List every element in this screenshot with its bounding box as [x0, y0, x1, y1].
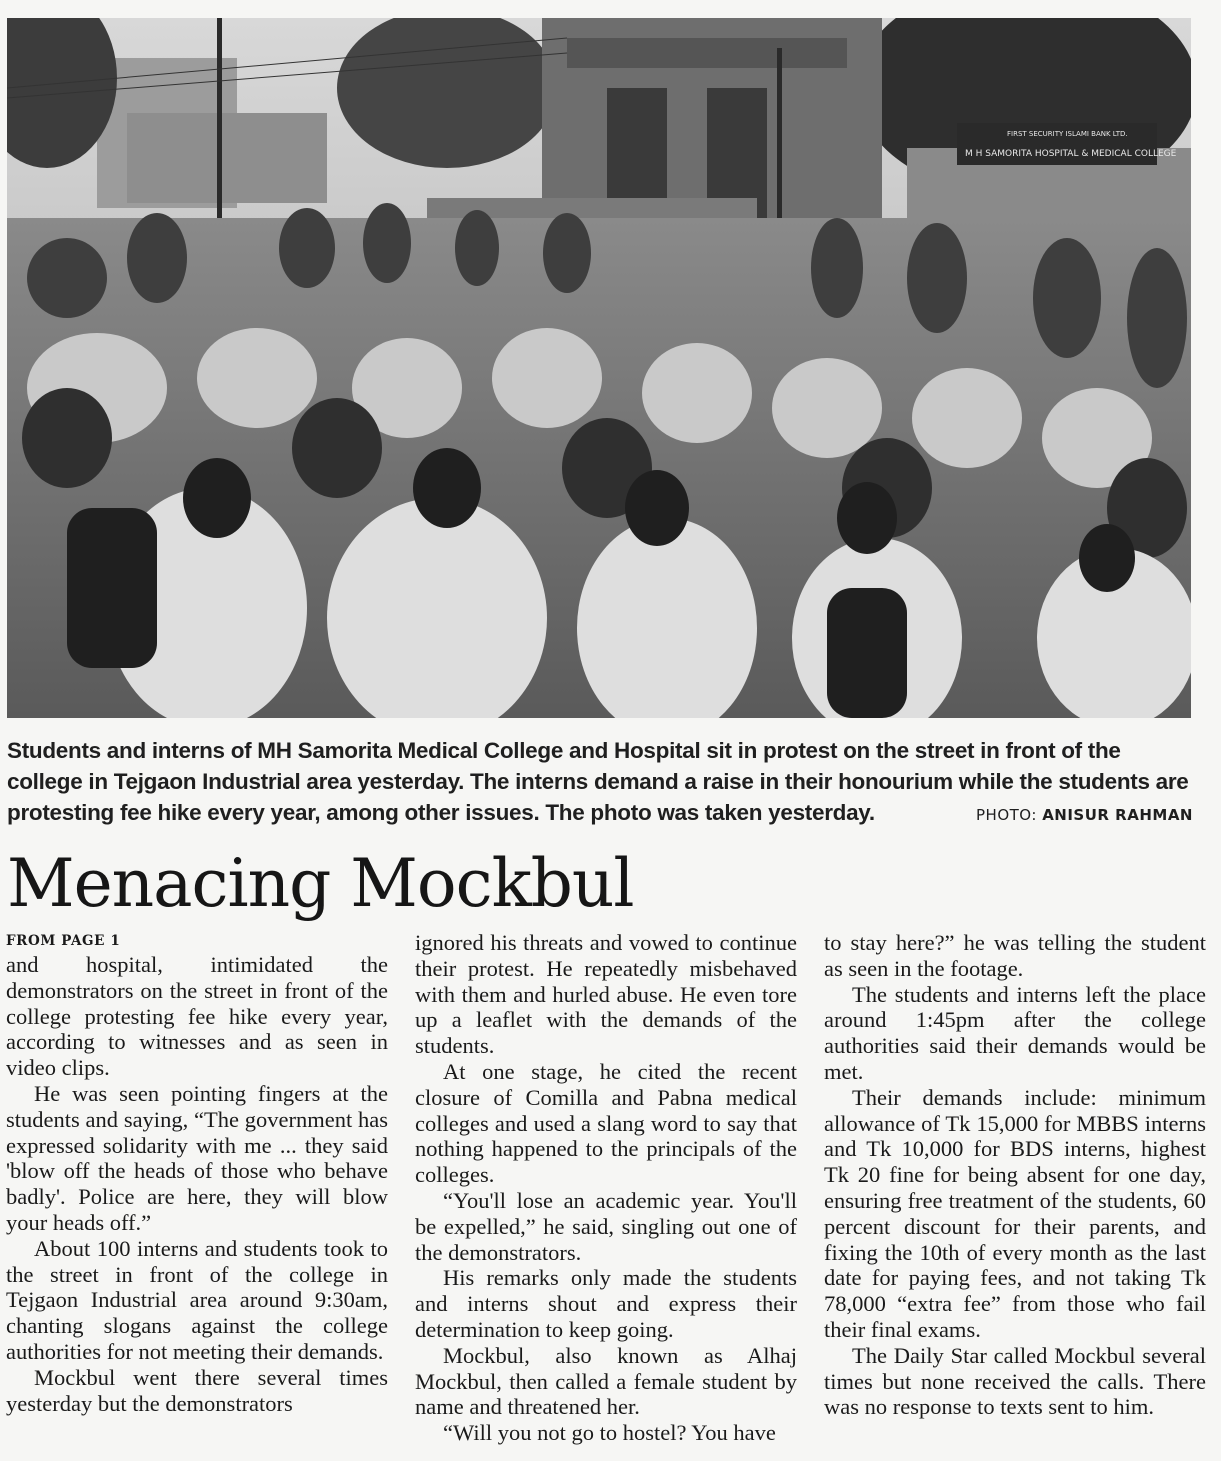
- hospital-sign-text: M H SAMORITA HOSPITAL & MEDICAL COLLEGE: [965, 149, 1177, 159]
- news-photo: [7, 18, 1191, 718]
- photo-caption: [7, 735, 1193, 831]
- paragraph: About 100 interns and students took to the street in front of the college in Tejgaon Industrial area around 9:30am, chanting slogans against the college authorities for not meeting their demands.: [6, 1235, 388, 1364]
- paragraph: to stay here?” he was telling the student as seen in the footage.: [824, 930, 1206, 981]
- paragraph: The students and interns left the place around 1:45pm after the college authorities said their demands would be met.: [824, 981, 1206, 1084]
- paragraph: Mockbul went there several times yesterday but the demonstrators: [6, 1364, 388, 1416]
- article-column-1: [6, 930, 388, 1416]
- photo-credit-label: PHOTO:: [976, 806, 1037, 824]
- caption-text: Students and interns of MH Samorita Medical College and Hospital sit in protest on the street in front of the college in Tejgaon Industrial area yesterday. The interns demand a raise in their honourium while the students are protesting fee hike every year, among other issues. The photo was taken yesterday.: [7, 738, 1189, 825]
- paragraph: His remarks only made the students and interns shout and express their determination to keep going.: [415, 1265, 797, 1342]
- article-column-3: [824, 930, 1206, 1420]
- paragraph: He was seen pointing fingers at the students and saying, “The government has expressed solidarity with me ... they said 'blow off the heads of those who behave badly'. Police are here, they will blow your heads off.”: [6, 1080, 388, 1235]
- bank-sign-text: FIRST SECURITY ISLAMI BANK LTD.: [1007, 130, 1128, 138]
- paragraph: and hospital, intimidated the demonstrators on the street in front of the college protesting fee hike every year, according to witnesses and as seen in video clips.: [6, 952, 388, 1081]
- paragraph: Their demands include: minimum allowance of Tk 15,000 for MBBS interns and Tk 10,000 for BDS interns, highest Tk 20 fine for being absent for one day, ensuring free treatment of the students, 60 percent discount for their parents, and fixing the 10th of every month as the last date for paying fees, and not taking Tk 78,000 “extra fee” from those who fail their final exams.: [824, 1084, 1206, 1342]
- protest-photo-illustration: [7, 18, 1191, 718]
- paragraph: “You'll lose an academic year. You'll be expelled,” he said, singling out one of the demonstrators.: [415, 1187, 797, 1265]
- photo-credit-name: ANISUR RAHMAN: [1042, 806, 1193, 824]
- paragraph: The Daily Star called Mockbul several times but none received the calls. There was no response to texts sent to him.: [824, 1342, 1206, 1420]
- paragraph: Mockbul, also known as Alhaj Mockbul, then called a female student by name and threatened her.: [415, 1342, 797, 1420]
- paragraph: At one stage, he cited the recent closure of Comilla and Pabna medical colleges and used a slang word to say that nothing happened to the principals of the colleges.: [415, 1058, 797, 1188]
- paragraph: ignored his threats and vowed to continue their protest. He repeatedly misbehaved with them and hurled abuse. He even tore up a leaflet with the demands of the students.: [415, 930, 797, 1059]
- from-page-kicker: FROM PAGE 1: [6, 933, 121, 949]
- headline: Menacing Mockbul: [7, 845, 634, 922]
- paragraph: “Will you not go to hostel? You have: [443, 1420, 776, 1446]
- article-column-2: [415, 930, 797, 1446]
- photo-credit: [976, 800, 1193, 831]
